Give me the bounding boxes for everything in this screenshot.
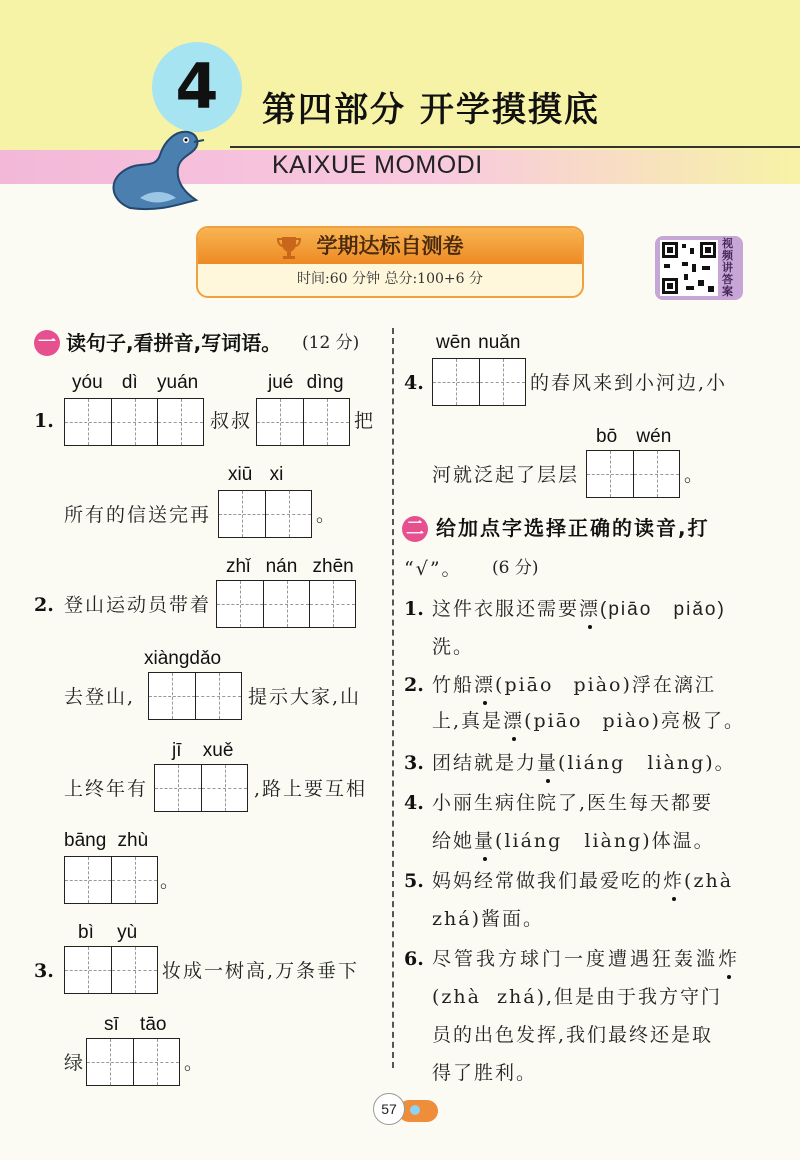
- writing-grid[interactable]: [86, 1038, 180, 1086]
- dotted-char: 漂: [503, 706, 524, 736]
- dotted-char: 炸: [718, 944, 740, 974]
- section-1-title: 读句子,看拼音,写词语。: [66, 331, 282, 355]
- column-divider: [392, 328, 394, 1068]
- dotted-char: 炸: [663, 866, 684, 896]
- question-line: 小丽生病住院了,医生每天都要: [432, 792, 714, 814]
- question-number: 1.: [34, 410, 54, 432]
- section-2-title-check: “√”。: [404, 558, 463, 580]
- pinyin: xiū xi: [228, 464, 284, 485]
- test-info: 时间:60 分钟 总分:100+6 分: [297, 271, 483, 287]
- writing-grid[interactable]: [586, 450, 680, 498]
- sentence-text: 绿: [64, 1052, 86, 1074]
- writing-grid[interactable]: [256, 398, 350, 446]
- pinyin: xiàngdǎo: [144, 648, 222, 669]
- sentence-text: 河就泛起了层层: [432, 464, 580, 486]
- question-number: 3.: [34, 960, 54, 982]
- pinyin: jī xuě: [172, 740, 234, 761]
- pinyin: wēn nuǎn: [436, 332, 521, 353]
- section-1-badge: 一: [34, 330, 60, 356]
- question-line: 上,真是漂(piāo piào)亮极了。: [432, 706, 745, 736]
- writing-grid[interactable]: [64, 946, 158, 994]
- question-line: 尽管我方球门一度遭遇狂轰滥炸: [432, 944, 740, 974]
- dotted-char: 量: [474, 826, 495, 856]
- question-line: (zhà zhá),但是由于我方守门: [432, 986, 723, 1008]
- question-number: 2.: [34, 594, 54, 616]
- sentence-text: 去登山,: [64, 686, 136, 708]
- pinyin: yóu dì yuán: [72, 372, 199, 393]
- writing-grid[interactable]: [64, 856, 158, 904]
- writing-grid[interactable]: [218, 490, 312, 538]
- test-title: 学期达标自测卷: [316, 234, 464, 258]
- question-line: 给她量(liáng liàng)体温。: [432, 826, 715, 856]
- writing-grid[interactable]: [432, 358, 526, 406]
- section-2-score: (6 分): [492, 558, 539, 578]
- question-number: 3.: [404, 752, 424, 774]
- page-number: 57: [373, 1093, 405, 1125]
- sentence-text: 所有的信送完再: [64, 504, 212, 526]
- sentence-end: 。: [184, 1052, 206, 1074]
- writing-grid[interactable]: [148, 672, 242, 720]
- question-line: 员的出色发挥,我们最终还是取: [432, 1024, 714, 1046]
- question-line: 妈妈经常做我们最爱吃的炸(zhà: [432, 866, 733, 896]
- question-number: 6.: [404, 948, 424, 970]
- question-line: zhá)酱面。: [432, 908, 544, 930]
- section-1-score: (12 分): [302, 333, 360, 353]
- pinyin: sī tāo: [104, 1014, 167, 1035]
- sea-lion-icon: [100, 120, 210, 215]
- sentence-text: 上终年有: [64, 778, 149, 800]
- part-subtitle: KAIXUE MOMODI: [272, 151, 483, 179]
- test-banner: [196, 226, 584, 298]
- question-line: 得了胜利。: [432, 1062, 538, 1084]
- dotted-char: 量: [537, 748, 558, 778]
- writing-grid[interactable]: [154, 764, 248, 812]
- question-number: 5.: [404, 870, 424, 892]
- pinyin: jué dìng: [268, 372, 344, 393]
- question-line: 这件衣服还需要漂(piāo piǎo): [432, 594, 726, 625]
- sentence-text: 妆成一树高,万条垂下: [162, 960, 360, 982]
- sentence-end: 。: [316, 504, 338, 526]
- question-number: 4.: [404, 372, 424, 394]
- part-title: 第四部分 开学摸摸底: [262, 90, 600, 130]
- question-line: 洗。: [432, 636, 475, 658]
- sentence-end: 。: [160, 870, 182, 892]
- part-number: 4: [175, 50, 219, 123]
- qr-label: 视频讲答案: [722, 237, 733, 298]
- section-2-badge: 二: [402, 516, 428, 542]
- pinyin: bì yù: [78, 922, 138, 943]
- sentence-text: 登山运动员带着: [64, 594, 212, 616]
- section-2-title: 给加点字选择正确的读音,打: [436, 516, 710, 540]
- submarine-window: [410, 1105, 420, 1115]
- question-number: 4.: [404, 792, 424, 814]
- question-number: 2.: [404, 674, 424, 696]
- pinyin: zhǐ nán zhēn: [226, 556, 354, 577]
- dotted-char: 漂: [579, 594, 600, 624]
- dotted-char: 漂: [474, 670, 495, 700]
- sentence-text: 的春风来到小河边,小: [530, 372, 728, 394]
- question-line: 竹船漂(piāo piào)浮在漓江: [432, 670, 716, 700]
- sentence-text: 提示大家,山: [248, 686, 362, 708]
- question-number: 1.: [404, 598, 424, 620]
- sentence-text: ,路上要互相: [254, 778, 368, 800]
- question-line: 团结就是力量(liáng liàng)。: [432, 748, 736, 778]
- qr-code-icon[interactable]: [660, 240, 718, 296]
- sentence-text: 把: [354, 410, 376, 432]
- sentence-end: 。: [684, 464, 706, 486]
- writing-grid[interactable]: [64, 398, 204, 446]
- pinyin: bāng zhù: [64, 830, 149, 851]
- writing-grid[interactable]: [216, 580, 356, 628]
- header-rule: [230, 146, 800, 148]
- sentence-text: 叔叔: [210, 410, 253, 432]
- pinyin: bō wén: [596, 426, 672, 447]
